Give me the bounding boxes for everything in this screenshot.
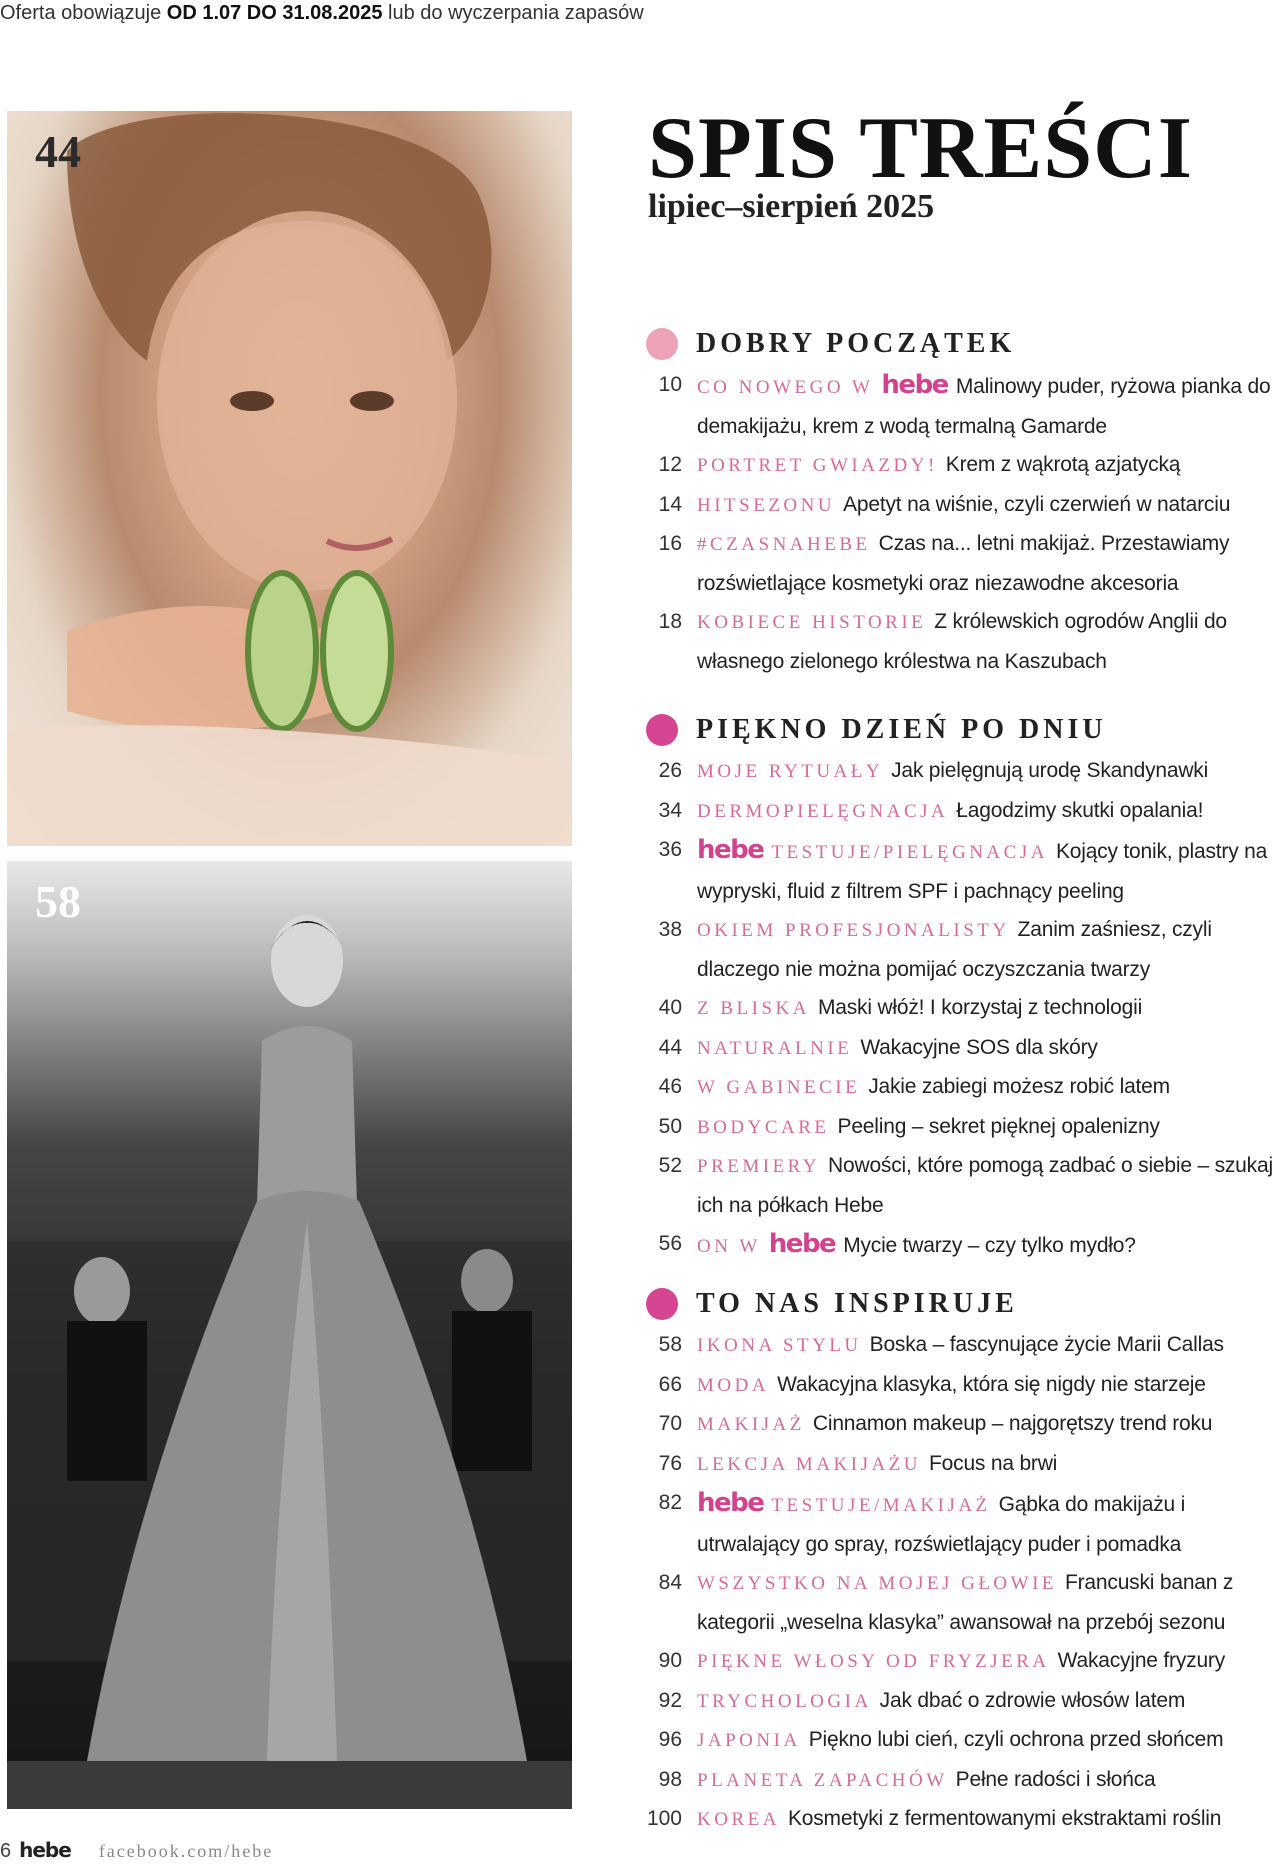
entry-page-number: 76	[658, 1451, 682, 1475]
toc-entry[interactable]	[646, 1108, 1276, 1148]
cover-photo-woman	[7, 111, 572, 846]
entry-text	[697, 1029, 1098, 1069]
entry-category: #CZASNAHEBE	[697, 534, 871, 555]
entry-page-number: 46	[658, 1075, 682, 1098]
section-header	[646, 322, 1276, 366]
entry-category: KOREA	[697, 1809, 780, 1830]
entry-text	[697, 1564, 1276, 1642]
entry-description: Pełne radości i słońca	[955, 1767, 1156, 1791]
toc-entry[interactable]	[646, 486, 1276, 526]
entry-description: Czas na... letni makijaż. Przestawiamy rozświetlające kosmetyki oraz niezawodne akcesoria	[697, 532, 1230, 595]
entry-category: KOBIECE HISTORIE	[697, 612, 927, 633]
entry-page-number: 16	[658, 532, 682, 555]
entry-category: OKIEM PROFESJONALISTY	[697, 920, 1010, 941]
section-header	[646, 708, 1276, 752]
toc-entry[interactable]	[646, 1068, 1276, 1108]
section-dot-icon	[646, 1288, 678, 1320]
section-title: PIĘKNO DZIEŃ PO DNIU	[696, 714, 1107, 745]
entry-category: ON W	[697, 1236, 761, 1257]
offer-dates: OD 1.07 DO 31.08.2025	[166, 2, 383, 24]
entry-description: Gąbka do makijażu i utrwalający go spray, rozświetlający puder i pomadka	[697, 1493, 1186, 1556]
entry-description: Maski włóż! I korzystaj z technologii	[817, 996, 1143, 1019]
entry-description: Kosmetyki z fermentowanymi ekstraktami roślin	[787, 1807, 1222, 1830]
offer-suffix: lub do wyczerpania zapasów	[382, 2, 644, 24]
entry-text	[697, 1445, 1057, 1485]
entry-text	[697, 366, 1276, 446]
entry-category: Z BLISKA	[697, 998, 810, 1019]
footer-page-number: 6	[0, 1840, 12, 1862]
toc-section	[646, 1282, 1276, 1840]
section-title: DOBRY POCZĄTEK	[696, 328, 1016, 359]
toc-entry[interactable]	[646, 1800, 1276, 1840]
hebe-brand-logo: hebe	[768, 1229, 836, 1259]
entry-text	[697, 1147, 1276, 1225]
hebe-brand-logo: hebe	[881, 370, 948, 400]
entry-description: Jak dbać o zdrowie włosów latem	[879, 1688, 1186, 1712]
entry-description: Boska – fascynujące życie Marii Callas	[869, 1333, 1224, 1356]
entry-description: Piękno lubi cień, czyli ochrona przed słońcem	[808, 1728, 1224, 1751]
entry-description: Wakacyjne SOS dla skóry	[860, 1035, 1098, 1059]
toc-entry[interactable]	[646, 1564, 1276, 1642]
entry-page-number: 66	[658, 1372, 682, 1396]
toc-entry[interactable]	[646, 1642, 1276, 1682]
entry-page-number: 84	[658, 1571, 682, 1594]
entry-page-number: 50	[658, 1114, 682, 1138]
hebe-logo: hebe	[19, 1838, 71, 1862]
entry-text	[697, 1484, 1276, 1564]
toc-entry[interactable]	[646, 525, 1276, 603]
entry-category: MODA	[697, 1374, 770, 1396]
woman-illustration	[7, 111, 572, 846]
page-number-label: 44	[35, 126, 81, 177]
toc-entry[interactable]	[646, 1445, 1276, 1485]
toc-entry[interactable]	[646, 1225, 1276, 1267]
cover-photo-callas	[7, 861, 572, 1809]
entry-text	[697, 1761, 1156, 1801]
entry-category: BODYCARE	[697, 1116, 830, 1138]
entry-text	[697, 603, 1276, 681]
entry-text	[697, 792, 1203, 832]
entry-text	[697, 446, 1180, 486]
entry-page-number: 38	[658, 918, 682, 941]
entry-category: CO NOWEGO W	[697, 377, 874, 398]
entry-description: Mycie twarzy – czy tylko mydło?	[843, 1234, 1136, 1257]
hebe-brand-logo: hebe	[697, 835, 764, 865]
entry-text	[697, 1108, 1160, 1148]
toc-entry[interactable]	[646, 1682, 1276, 1722]
toc-entry[interactable]	[646, 911, 1276, 989]
entry-category: TRYCHOLOGIA	[697, 1690, 872, 1712]
entry-description: Zanim zaśniesz, czyli dlaczego nie można pomijać oczyszczania twarzy	[697, 918, 1212, 981]
entry-text	[697, 1721, 1223, 1761]
entry-category: IKONA STYLU	[697, 1335, 862, 1356]
entry-text	[697, 1366, 1206, 1406]
section-dot-icon	[646, 328, 678, 360]
toc-entry[interactable]	[646, 792, 1276, 832]
entry-description: Apetyt na wiśnie, czyli czerwień w natarciu	[843, 492, 1231, 516]
entry-description: Jak pielęgnują urodę Skandynawki	[891, 759, 1209, 782]
entry-page-number: 92	[658, 1688, 682, 1712]
entry-category: DERMOPIELĘGNACJA	[697, 800, 949, 822]
offer-banner	[0, 2, 644, 25]
entry-description: Wakacyjne fryzury	[1057, 1649, 1226, 1672]
entry-page-number: 36	[658, 838, 682, 861]
entry-text	[697, 752, 1208, 792]
entry-description: Kojący tonik, plastry na wypryski, fluid z filtrem SPF i pachnący peeling	[697, 840, 1268, 903]
toc-entry[interactable]	[646, 1721, 1276, 1761]
entry-category: PLANETA ZAPACHÓW	[697, 1769, 948, 1791]
issue-date: lipiec–sierpień 2025	[648, 188, 935, 225]
toc-entry[interactable]	[646, 603, 1276, 681]
page-number-label: 58	[35, 876, 81, 927]
toc-entry[interactable]	[646, 989, 1276, 1029]
entry-text	[697, 1068, 1170, 1108]
entry-text	[697, 1326, 1224, 1366]
entry-page-number: 90	[658, 1649, 682, 1672]
entry-description: Wakacyjna klasyka, która się nigdy nie starzeje	[777, 1372, 1206, 1396]
toc-entry[interactable]	[646, 1484, 1276, 1564]
offer-prefix: Oferta obowiązuje	[0, 2, 167, 24]
entry-description: Francuski banan z kategorii „weselna klasyka” awansował na przebój sezonu	[697, 1571, 1234, 1634]
entry-description: Z królewskich ogrodów Anglii do własnego zielonego królestwa na Kaszubach	[697, 610, 1227, 673]
entry-page-number: 40	[658, 996, 682, 1019]
entry-text	[697, 989, 1142, 1029]
hebe-brand-logo: hebe	[697, 1488, 764, 1518]
entry-description: Krem z wąkrotą azjatycką	[945, 453, 1181, 476]
page-title: SPIS TREŚCI	[648, 100, 1193, 197]
entry-text	[697, 486, 1230, 526]
entry-category: TESTUJE/MAKIJAŻ	[771, 1495, 991, 1516]
toc-entry[interactable]	[646, 752, 1276, 792]
entry-page-number: 82	[658, 1491, 682, 1514]
entry-category: PIĘKNE WŁOSY OD FRYZJERA	[697, 1651, 1050, 1672]
entry-page-number: 70	[658, 1412, 682, 1435]
entry-page-number: 58	[658, 1333, 682, 1356]
entry-description: Focus na brwi	[929, 1451, 1058, 1475]
entry-description: Łagodzimy skutki opalania!	[956, 798, 1204, 822]
entry-text	[697, 1642, 1225, 1682]
entry-page-number: 44	[658, 1035, 682, 1059]
entry-category: NATURALNIE	[697, 1037, 853, 1059]
entry-page-number: 12	[658, 453, 682, 476]
entry-category: MOJE RYTUAŁY	[697, 761, 884, 782]
entry-category: W GABINECIE	[697, 1077, 861, 1098]
entry-page-number: 14	[658, 492, 682, 516]
entry-page-number: 10	[658, 373, 682, 396]
toc-entry[interactable]	[646, 446, 1276, 486]
entry-description: Peeling – sekret pięknej opalenizny	[837, 1114, 1160, 1138]
entry-category: HITSEZONU	[697, 494, 836, 516]
toc-section	[646, 708, 1276, 1267]
entry-category: WSZYSTKO NA MOJEJ GŁOWIE	[697, 1573, 1058, 1594]
toc-entry[interactable]	[646, 1326, 1276, 1366]
entry-text	[697, 525, 1276, 603]
toc-entry[interactable]	[646, 1366, 1276, 1406]
entry-category: LEKCJA MAKIJAŻU	[697, 1453, 922, 1475]
entry-description: Jakie zabiegi możesz robić latem	[868, 1075, 1170, 1098]
entry-description: Cinnamon makeup – najgorętszy trend roku	[812, 1412, 1213, 1435]
entry-category: MAKIJAŻ	[697, 1414, 805, 1435]
entry-text	[697, 1800, 1221, 1840]
section-dot-icon	[646, 714, 678, 746]
entry-page-number: 18	[658, 610, 682, 633]
entry-description: Malinowy puder, ryżowa pianka do demakijażu, krem z wodą termalną Gamarde	[697, 375, 1271, 438]
entry-page-number: 52	[658, 1154, 682, 1177]
entry-text	[697, 1682, 1185, 1722]
toc-section	[646, 322, 1276, 681]
entry-page-number: 34	[658, 798, 682, 822]
entry-page-number: 98	[658, 1767, 682, 1791]
entry-text	[697, 831, 1276, 911]
entry-category: PREMIERY	[697, 1156, 821, 1177]
toc-entry[interactable]	[646, 366, 1276, 446]
section-title: TO NAS INSPIRUJE	[696, 1288, 1018, 1319]
singer-illustration	[7, 861, 572, 1809]
entry-text	[697, 1405, 1212, 1445]
entry-category: PORTRET GWIAZDY!	[697, 455, 938, 476]
entry-page-number: 56	[658, 1232, 682, 1255]
toc-entry[interactable]	[646, 831, 1276, 911]
entry-category: JAPONIA	[697, 1730, 801, 1751]
toc-entry[interactable]	[646, 1761, 1276, 1801]
toc-entry[interactable]	[646, 1405, 1276, 1445]
entry-page-number: 26	[658, 759, 682, 782]
entry-page-number: 96	[658, 1728, 682, 1751]
page-footer	[0, 1838, 273, 1863]
entry-text	[697, 911, 1276, 989]
entry-description: Nowości, które pomogą zadbać o siebie – szukaj ich na półkach Hebe	[697, 1154, 1273, 1217]
section-header	[646, 1282, 1276, 1326]
entry-page-number: 100	[646, 1807, 682, 1830]
entry-text	[697, 1225, 1136, 1267]
toc-entry[interactable]	[646, 1147, 1276, 1225]
facebook-link[interactable]: facebook.com/hebe	[98, 1841, 274, 1861]
toc-entry[interactable]	[646, 1029, 1276, 1069]
entry-category: TESTUJE/PIELĘGNACJA	[771, 842, 1048, 863]
